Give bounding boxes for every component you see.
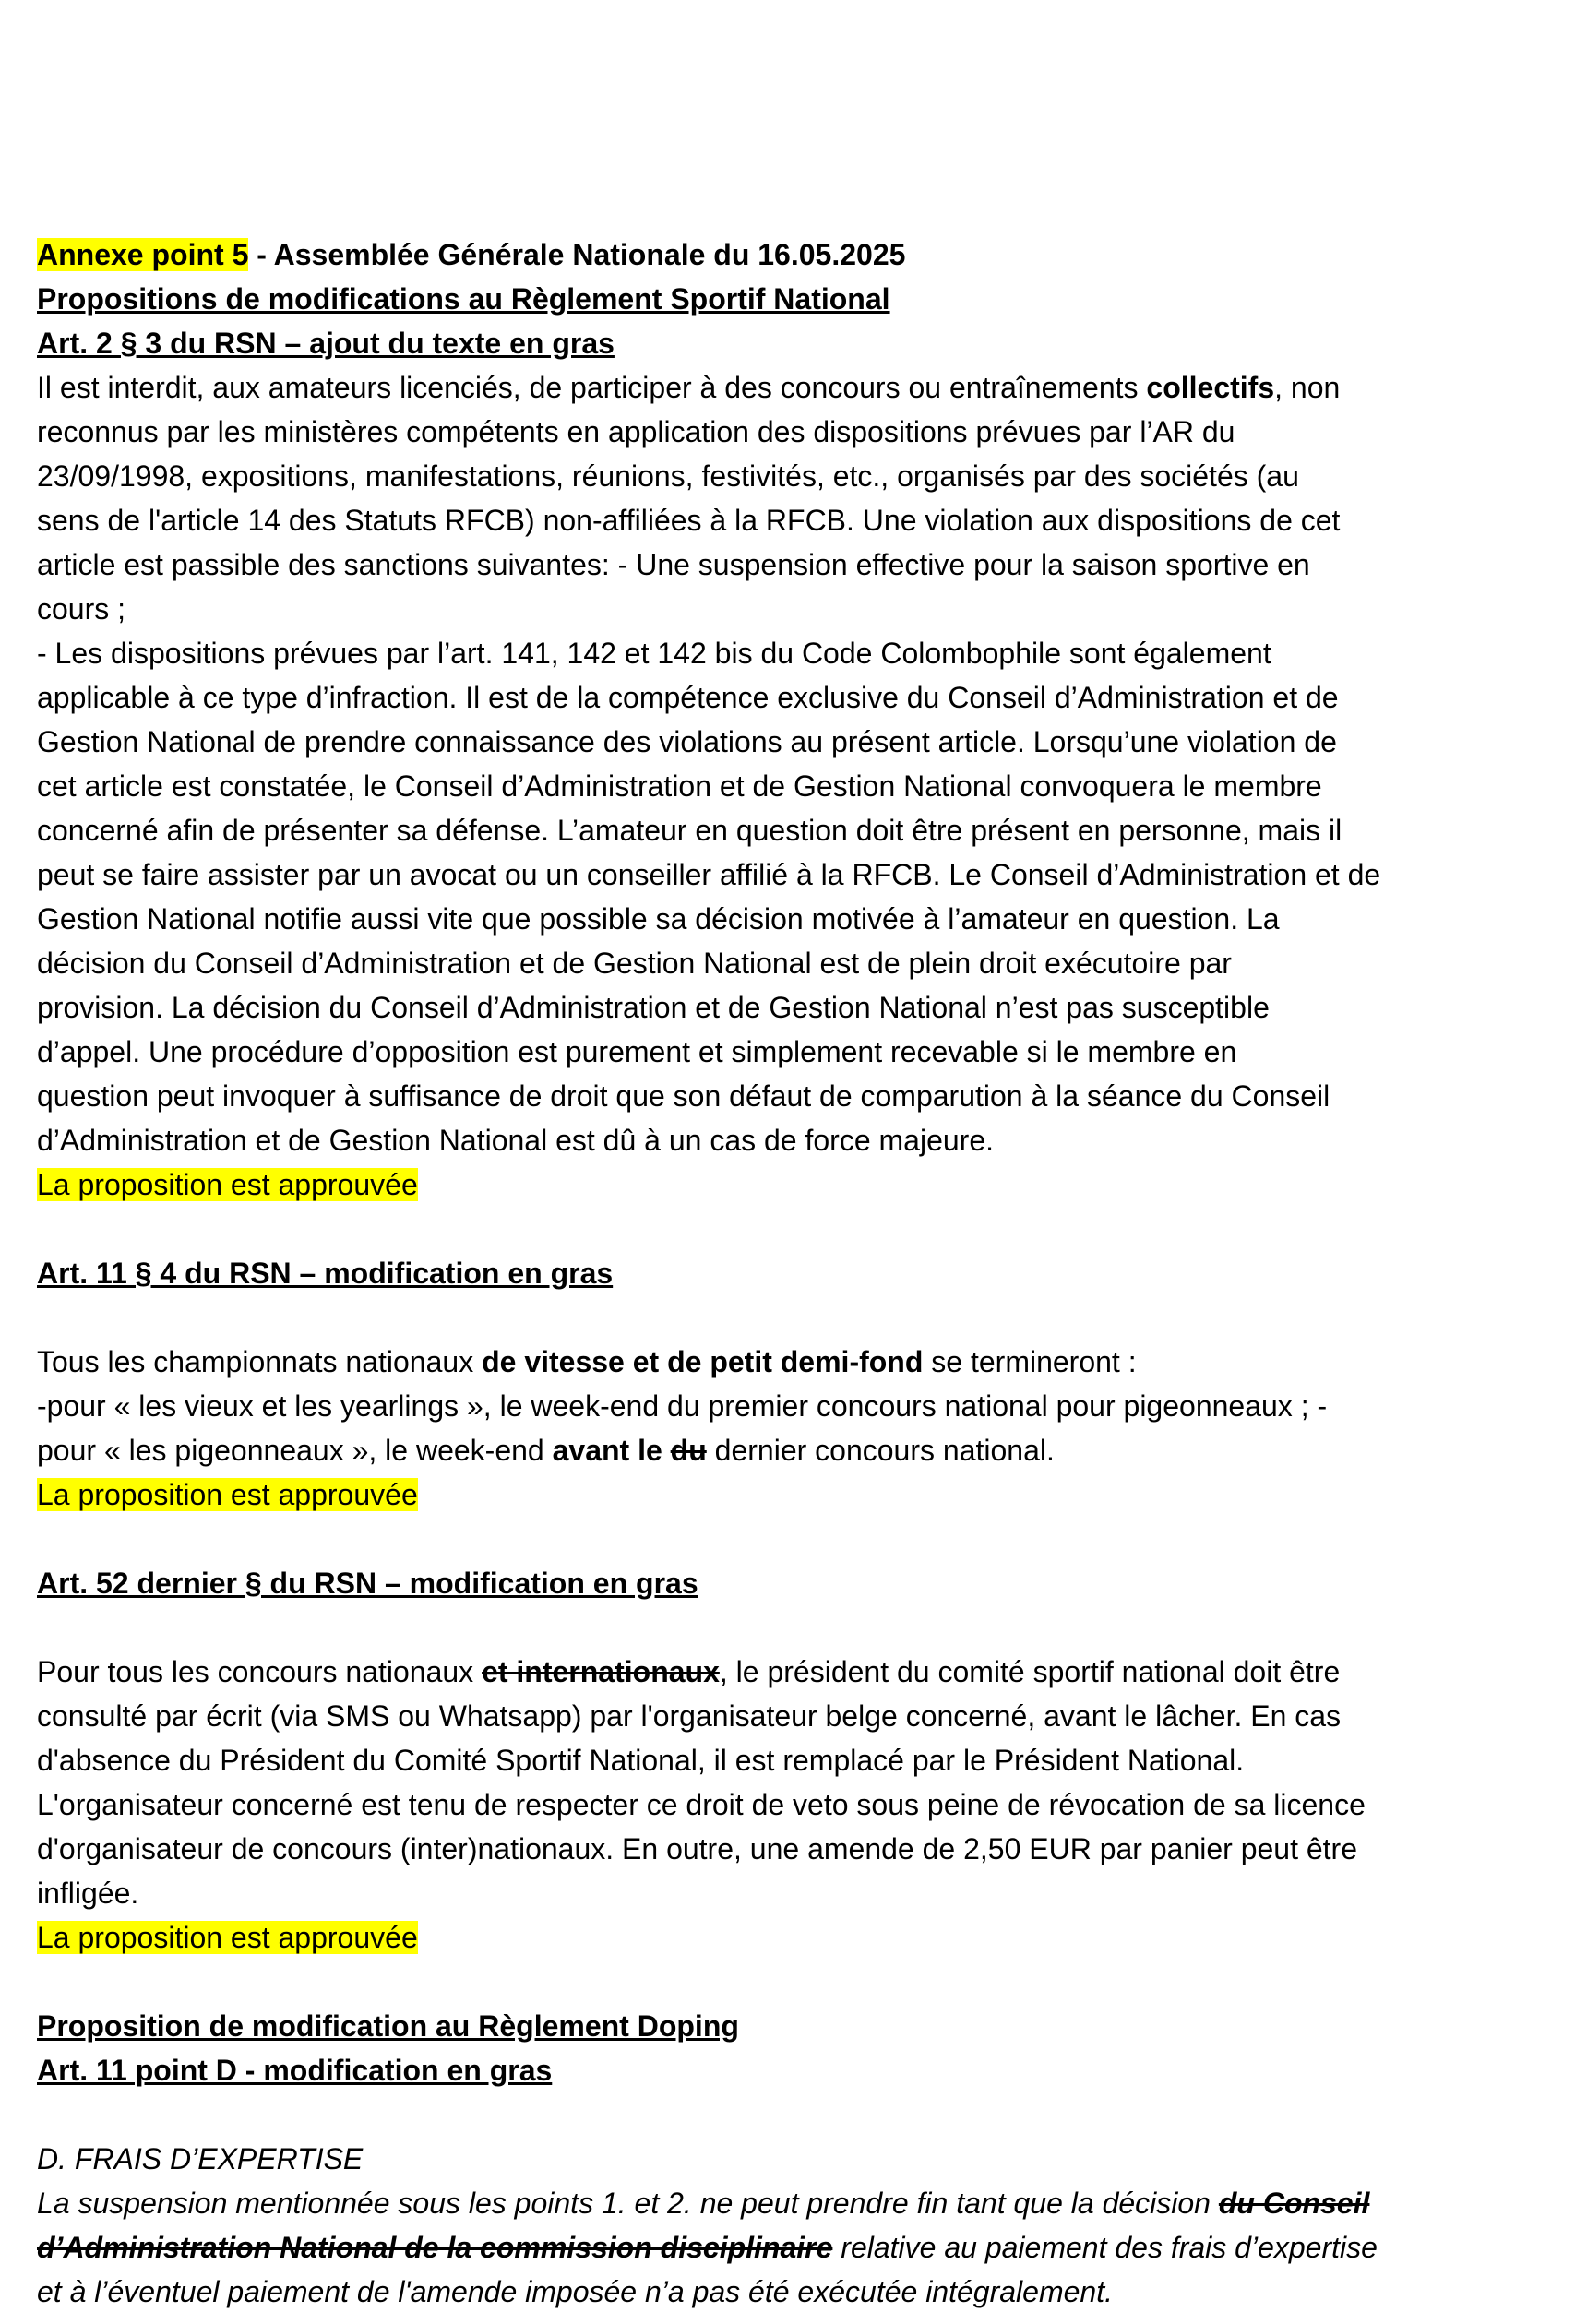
paragraph-line: consulté par écrit (via SMS ou Whatsapp) par l'organisateur belge concerné, avant le lâcher. En cas — [37, 1699, 1342, 1733]
art2-title: Art. 2 § 3 du RSN – ajout du texte en gras — [37, 327, 615, 360]
approval-note: La proposition est approuvée — [37, 1478, 418, 1511]
spacer — [37, 1517, 1550, 1561]
text-run: , non — [1274, 371, 1341, 404]
paragraph-line: d’appel. Une procédure d’opposition est purement et simplement recevable si le membre en — [37, 1035, 1237, 1068]
document-body — [37, 232, 1550, 2314]
paragraph-line: -pour « les vieux et les yearlings », le week-end du premier concours national pour pigeonneaux ; - — [37, 1389, 1328, 1423]
paragraph-line: cet article est constatée, le Conseil d’Administration et de Gestion National convoquera le membre — [37, 769, 1322, 803]
paragraph-line — [37, 2181, 1550, 2225]
paragraph-line: reconnus par les ministères compétents en application des dispositions prévues par l’AR du — [37, 415, 1235, 448]
approval-note: La proposition est approuvée — [37, 1921, 418, 1954]
paragraph-line: infligée. — [37, 1877, 139, 1910]
approval-line — [37, 1915, 1550, 1960]
paragraph-line: question peut invoquer à suffisance de droit que son défaut de comparution à la séance du Conseil — [37, 1079, 1330, 1113]
paragraph-line: concerné afin de présenter sa défense. L’amateur en question doit être présent en personne, mais il — [37, 814, 1342, 847]
text-run: Pour tous les concours nationaux — [37, 1655, 483, 1688]
spacer — [37, 2092, 1550, 2137]
paragraph-line: provision. La décision du Conseil d’Administration et de Gestion National n’est pas susceptible — [37, 991, 1270, 1024]
bold-text: collectifs — [1146, 371, 1275, 404]
annex-heading-text: - Assemblée Générale Nationale du 16.05.2025 — [248, 238, 906, 271]
paragraph-line: et à l’éventuel paiement de l'amende imposée n’a pas été exécutée intégralement. — [37, 2275, 1113, 2308]
paragraph-line: d’Administration et de Gestion National est dû à un cas de force majeure. — [37, 1124, 995, 1157]
paragraph-line: applicable à ce type d’infraction. Il est de la compétence exclusive du Conseil d’Administration et de — [37, 681, 1339, 714]
struck-text: du Conseil — [1218, 2187, 1370, 2220]
approval-note: La proposition est approuvée — [37, 1168, 418, 1201]
paragraph-line: décision du Conseil d’Administration et de Gestion National est de plein droit exécutoire par — [37, 947, 1232, 980]
doping-title: Proposition de modification au Règlement Doping — [37, 2009, 739, 2043]
paragraph-line: cours ; — [37, 592, 126, 626]
art2-paragraph — [37, 365, 1550, 1162]
paragraph-line — [37, 365, 1550, 410]
paragraph-line: Gestion National notifie aussi vite que possible sa décision motivée à l’amateur en question. La — [37, 902, 1280, 936]
paragraph-line: d'organisateur de concours (inter)nationaux. En outre, une amende de 2,50 EUR par panier peut être — [37, 1832, 1357, 1865]
struck-text: du — [670, 1434, 707, 1467]
text-run: Il est interdit, aux amateurs licenciés, de participer à des concours ou entraînements — [37, 371, 1147, 404]
paragraph-line — [37, 1650, 1550, 1694]
spacer — [37, 1295, 1550, 1340]
paragraph-line — [37, 1428, 1550, 1472]
art52-title: Art. 52 dernier § du RSN – modification en gras — [37, 1567, 698, 1600]
text-run: relative au paiement des frais d’expertise — [832, 2231, 1378, 2264]
paragraph-line — [37, 1340, 1550, 1384]
paragraph-line: Gestion National de prendre connaissance des violations au présent article. Lorsqu’une violation de — [37, 725, 1337, 758]
bold-text: avant le — [552, 1434, 662, 1467]
text-run: , le président du comité sportif national doit être — [719, 1655, 1341, 1688]
paragraph-line: peut se faire assister par un avocat ou un conseiller affilié à la RFCB. Le Conseil d’Administration et de — [37, 858, 1381, 891]
paragraph-line: sens de l'article 14 des Statuts RFCB) non-affiliées à la RFCB. Une violation aux dispositions de cet — [37, 504, 1341, 537]
approval-line — [37, 1162, 1550, 1207]
bold-text: de vitesse et de petit demi-fond — [482, 1345, 924, 1378]
art11-title: Art. 11 § 4 du RSN – modification en gras — [37, 1257, 614, 1290]
text-run: se termineront : — [923, 1345, 1137, 1378]
paragraph-line: article est passible des sanctions suivantes: - Une suspension effective pour la saison sportive en — [37, 548, 1310, 581]
spacer — [37, 1605, 1550, 1650]
paragraph-line: d'absence du Président du Comité Sportif National, il est remplacé par le Président National. — [37, 1744, 1245, 1777]
struck-text: d’Administration National de la commission disciplinaire — [37, 2231, 833, 2264]
paragraph-line: 23/09/1998, expositions, manifestations, réunions, festivités, etc., organisés par des sociétés (au — [37, 459, 1299, 493]
spacer — [37, 1207, 1550, 1251]
proposals-title: Propositions de modifications au Règlement Sportif National — [37, 282, 890, 316]
paragraph-line: L'organisateur concerné est tenu de respecter ce droit de veto sous peine de révocation de sa licence — [37, 1788, 1366, 1821]
paragraph-line — [37, 2225, 1550, 2270]
doping-paragraph — [37, 2181, 1550, 2314]
annex-heading — [37, 232, 1550, 277]
art11-paragraph — [37, 1340, 1550, 1472]
section-heading: D. FRAIS D’EXPERTISE — [37, 2142, 364, 2175]
struck-text: et internationaux — [482, 1655, 720, 1688]
art52-paragraph — [37, 1650, 1550, 1915]
approval-line — [37, 1472, 1550, 1517]
spacer — [37, 1960, 1550, 2004]
paragraph-line: - Les dispositions prévues par l’art. 141, 142 et 142 bis du Code Colombophile sont également — [37, 637, 1271, 670]
annex-label-highlight: Annexe point 5 — [37, 238, 249, 271]
text-run: Tous les championnats nationaux — [37, 1345, 483, 1378]
doping-art-title: Art. 11 point D - modification en gras — [37, 2054, 553, 2087]
text-run: dernier concours national. — [706, 1434, 1055, 1467]
text-run: La suspension mentionnée sous les points 1. et 2. ne peut prendre fin tant que la décision — [37, 2187, 1219, 2220]
text-run — [662, 1434, 671, 1467]
text-run: pour « les pigeonneaux », le week-end — [37, 1434, 553, 1467]
